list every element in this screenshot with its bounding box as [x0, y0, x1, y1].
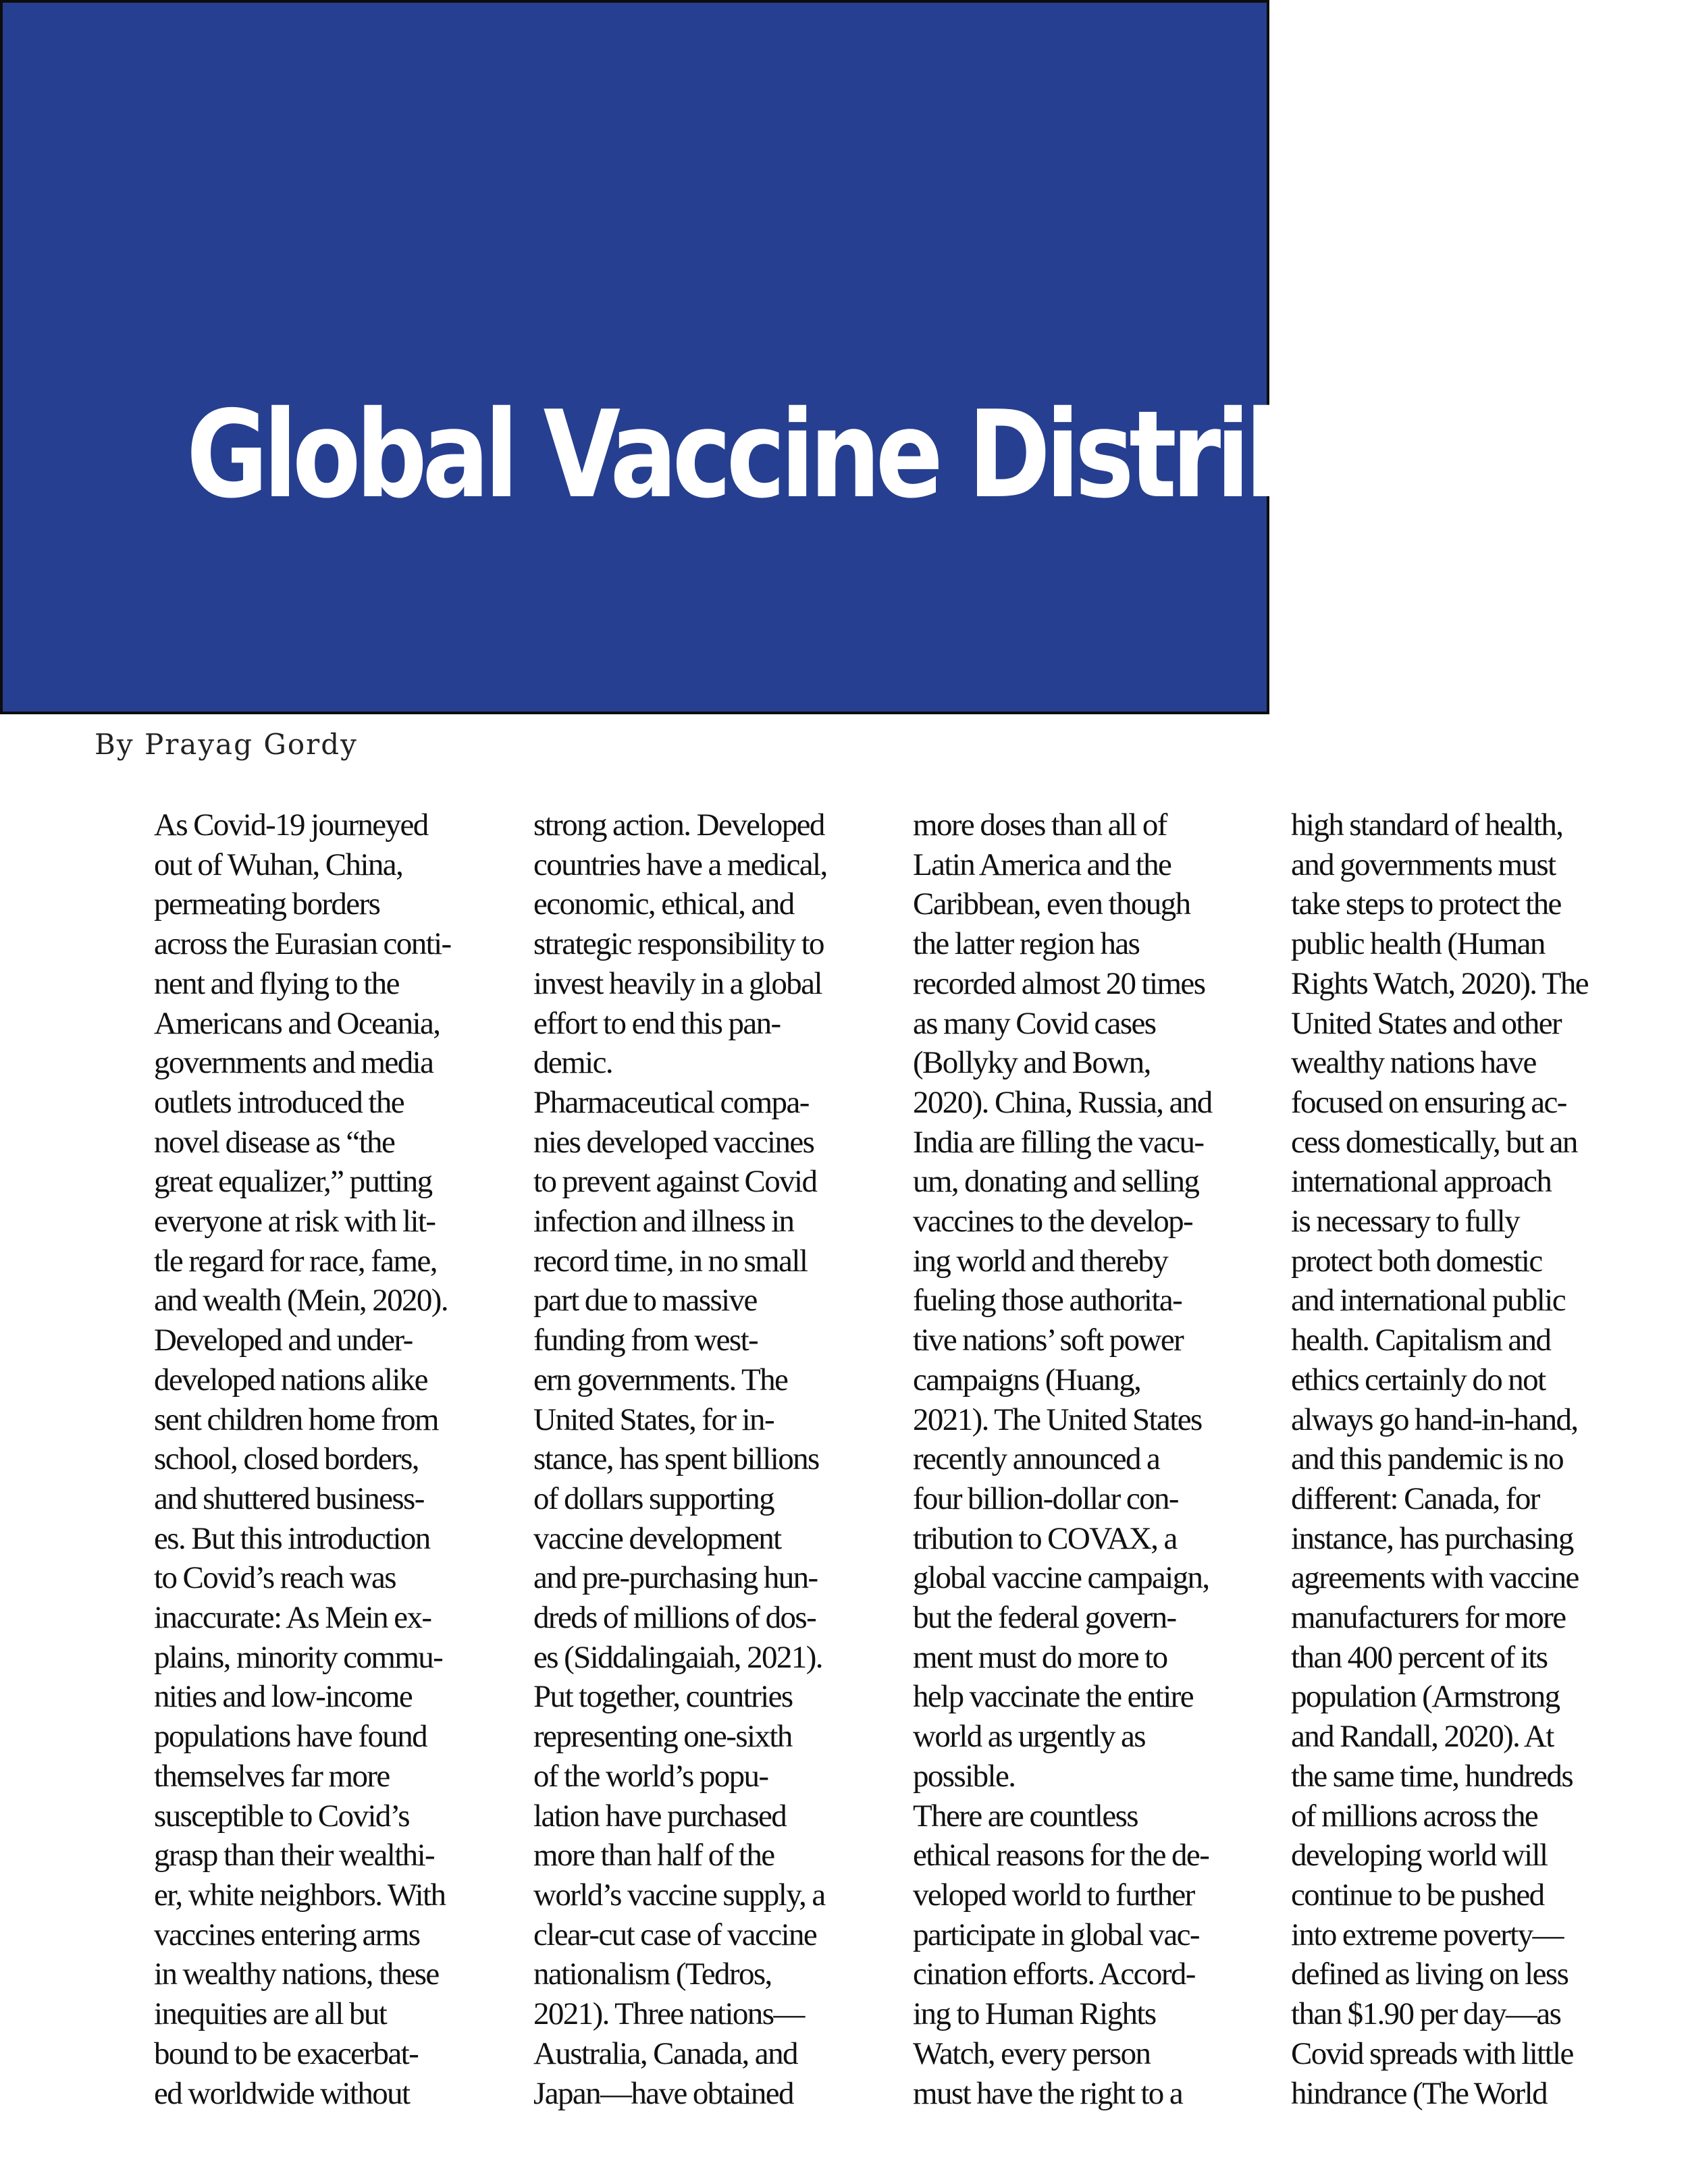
text-line: world as urgently as	[913, 1719, 1145, 1755]
text-line: hindrance (The World	[1291, 2075, 1547, 2111]
text-line: populations have found	[154, 1719, 427, 1755]
text-line: the latter region has	[913, 926, 1140, 962]
text-line: India are filling the vacu-	[913, 1124, 1204, 1160]
text-line: and shuttered business-	[154, 1481, 424, 1516]
text-line: es. But this introduction	[154, 1520, 430, 1556]
text-line: population (Armstrong	[1291, 1679, 1560, 1715]
text-line: ern governments. The	[533, 1362, 788, 1397]
text-line: Japan—have obtained	[533, 2075, 793, 2111]
text-line: international approach	[1291, 1164, 1552, 1200]
text-column-4	[1291, 805, 1642, 2113]
text-line: ing world and thereby	[913, 1243, 1168, 1279]
text-line: Watch, every person	[913, 2035, 1151, 2071]
text-line: lation have purchased	[533, 1798, 787, 1834]
text-line: Rights Watch, 2020). The	[1291, 965, 1589, 1001]
text-line: es (Siddalingaiah, 2021).	[533, 1639, 822, 1675]
text-line: As Covid-19 journeyed	[154, 807, 428, 843]
text-line: take steps to protect the	[1291, 886, 1561, 922]
text-line: Australia, Canada, and	[533, 2035, 797, 2071]
text-line: demic.	[533, 1045, 612, 1081]
text-line: um, donating and selling	[913, 1164, 1199, 1200]
text-line: permeating borders	[154, 886, 380, 922]
text-line: participate in global vac-	[913, 1917, 1199, 1952]
text-line: more doses than all of	[913, 807, 1167, 843]
text-line: dreds of millions of dos-	[533, 1600, 816, 1636]
text-line: health. Capitalism and	[1291, 1323, 1551, 1358]
text-line: into extreme poverty—	[1291, 1917, 1563, 1952]
text-line: tive nations’ soft power	[913, 1323, 1184, 1358]
text-line: and international public	[1291, 1283, 1565, 1319]
text-line: grasp than their wealthi-	[154, 1838, 435, 1873]
text-line: recently announced a	[913, 1441, 1160, 1477]
text-line: developed nations alike	[154, 1362, 427, 1397]
text-line: There are countless	[913, 1798, 1138, 1834]
text-line: is necessary to fully	[1291, 1204, 1520, 1240]
text-line: focused on ensuring ac-	[1291, 1084, 1566, 1120]
text-line: tle regard for race, fame,	[154, 1243, 437, 1279]
text-line: ing to Human Rights	[913, 1996, 1156, 2032]
text-line: Latin America and the	[913, 847, 1171, 882]
text-line: bound to be exacerbat-	[154, 2035, 419, 2071]
text-line: public health (Human	[1291, 926, 1545, 962]
text-line: Covid spreads with little	[1291, 2035, 1573, 2071]
text-line: than 400 percent of its	[1291, 1639, 1548, 1675]
text-line: veloped world to further	[913, 1877, 1194, 1913]
text-line: ment must do more to	[913, 1639, 1167, 1675]
text-line: economic, ethical, and	[533, 886, 794, 922]
text-line: themselves far more	[154, 1758, 390, 1794]
text-line: ethical reasons for the de-	[913, 1838, 1209, 1873]
text-line: across the Eurasian conti-	[154, 926, 451, 962]
text-line: in wealthy nations, these	[154, 1956, 439, 1992]
text-line: United States, for in-	[533, 1402, 774, 1437]
text-line: countries have a medical,	[533, 847, 827, 882]
text-line: 2021). The United States	[913, 1402, 1202, 1437]
text-line: and wealth (Mein, 2020).	[154, 1283, 448, 1319]
text-line: Put together, countries	[533, 1679, 793, 1715]
text-line: infection and illness in	[533, 1204, 794, 1240]
text-line: great equalizer,” putting	[154, 1164, 432, 1200]
text-column-1	[154, 805, 505, 2113]
text-line: cination efforts. Accord-	[913, 1956, 1195, 1992]
text-line: different: Canada, for	[1291, 1481, 1539, 1516]
text-line: Americans and Oceania,	[154, 1005, 440, 1041]
text-line: but the federal govern-	[913, 1600, 1176, 1636]
text-line: cess domestically, but an	[1291, 1124, 1577, 1160]
text-line: developing world will	[1291, 1838, 1548, 1873]
text-line: global vaccine campaign,	[913, 1560, 1209, 1596]
text-line: funding from west-	[533, 1323, 758, 1358]
text-line: vaccines to the develop-	[913, 1204, 1193, 1240]
text-line: effort to end this pan-	[533, 1005, 781, 1041]
text-line: continue to be pushed	[1291, 1877, 1544, 1913]
text-line: must have the right to a	[913, 2075, 1183, 2111]
text-line: nent and flying to the	[154, 965, 399, 1001]
text-line: tribution to COVAX, a	[913, 1520, 1177, 1556]
text-line: school, closed borders,	[154, 1441, 419, 1477]
text-line: possible.	[913, 1758, 1016, 1794]
text-line: always go hand-in-hand,	[1291, 1402, 1578, 1437]
text-line: to prevent against Covid	[533, 1164, 817, 1200]
text-line: part due to massive	[533, 1283, 757, 1319]
text-line: and Randall, 2020). At	[1291, 1719, 1554, 1755]
text-line: clear-cut case of vaccine	[533, 1917, 817, 1952]
text-line: plains, minority commu-	[154, 1639, 443, 1675]
text-line: out of Wuhan, China,	[154, 847, 403, 882]
text-column-3	[913, 805, 1264, 2113]
article-title: Global Vaccine Distribution	[186, 385, 1579, 525]
text-line: nationalism (Tedros,	[533, 1956, 772, 1992]
text-line: strong action. Developed	[533, 807, 824, 843]
text-line: Pharmaceutical compa-	[533, 1084, 809, 1120]
text-line: and governments must	[1291, 847, 1556, 882]
text-line: to Covid’s reach was	[154, 1560, 396, 1596]
text-line: recorded almost 20 times	[913, 965, 1205, 1001]
text-line: and pre-purchasing hun-	[533, 1560, 818, 1596]
text-line: United States and other	[1291, 1005, 1562, 1041]
text-line: wealthy nations have	[1291, 1045, 1536, 1081]
text-line: ed worldwide without	[154, 2075, 410, 2111]
text-line: protect both domestic	[1291, 1243, 1542, 1279]
text-line: strategic responsibility to	[533, 926, 824, 962]
text-line: than $1.90 per day—as	[1291, 1996, 1561, 2032]
text-line: Developed and under-	[154, 1323, 413, 1358]
text-line: inequities are all but	[154, 1996, 387, 2032]
text-line: 2020). China, Russia, and	[913, 1084, 1212, 1120]
text-line: er, white neighbors. With	[154, 1877, 446, 1913]
text-line: vaccines entering arms	[154, 1917, 420, 1952]
text-column-2	[533, 805, 885, 2113]
text-line: world’s vaccine supply, a	[533, 1877, 825, 1913]
title-banner	[0, 0, 1579, 714]
text-line: defined as living on less	[1291, 1956, 1568, 1992]
text-line: sent children home from	[154, 1402, 438, 1437]
text-line: inaccurate: As Mein ex-	[154, 1600, 431, 1636]
text-line: ethics certainly do not	[1291, 1362, 1546, 1397]
text-line: and this pandemic is no	[1291, 1441, 1564, 1477]
text-line: (Bollyky and Bown,	[913, 1045, 1151, 1081]
text-line: high standard of health,	[1291, 807, 1563, 843]
text-line: nities and low-income	[154, 1679, 413, 1715]
text-line: the same time, hundreds	[1291, 1758, 1573, 1794]
text-line: 2021). Three nations—	[533, 1996, 804, 2032]
text-line: of the world’s popu-	[533, 1758, 768, 1794]
text-line: Caribbean, even though	[913, 886, 1190, 922]
text-line: nies developed vaccines	[533, 1124, 814, 1160]
text-line: campaigns (Huang,	[913, 1362, 1141, 1397]
text-line: representing one-sixth	[533, 1719, 792, 1755]
text-line: invest heavily in a global	[533, 965, 822, 1001]
text-line: manufacturers for more	[1291, 1600, 1566, 1636]
text-line: as many Covid cases	[913, 1005, 1156, 1041]
text-line: help vaccinate the entire	[913, 1679, 1193, 1715]
byline: By Prayag Gordy	[95, 728, 358, 761]
text-line: governments and media	[154, 1045, 433, 1081]
text-line: stance, has spent billions	[533, 1441, 819, 1477]
text-line: record time, in no small	[533, 1243, 808, 1279]
text-line: agreements with vaccine	[1291, 1560, 1579, 1596]
text-line: susceptible to Covid’s	[154, 1798, 409, 1834]
text-line: vaccine development	[533, 1520, 781, 1556]
text-line: of dollars supporting	[533, 1481, 774, 1516]
text-line: four billion-dollar con-	[913, 1481, 1178, 1516]
text-line: more than half of the	[533, 1838, 774, 1873]
text-line: of millions across the	[1291, 1798, 1538, 1834]
text-line: novel disease as “the	[154, 1124, 395, 1160]
text-line: everyone at risk with lit-	[154, 1204, 436, 1240]
text-line: instance, has purchasing	[1291, 1520, 1573, 1556]
text-line: fueling those authorita-	[913, 1283, 1182, 1319]
text-line: outlets introduced the	[154, 1084, 404, 1120]
